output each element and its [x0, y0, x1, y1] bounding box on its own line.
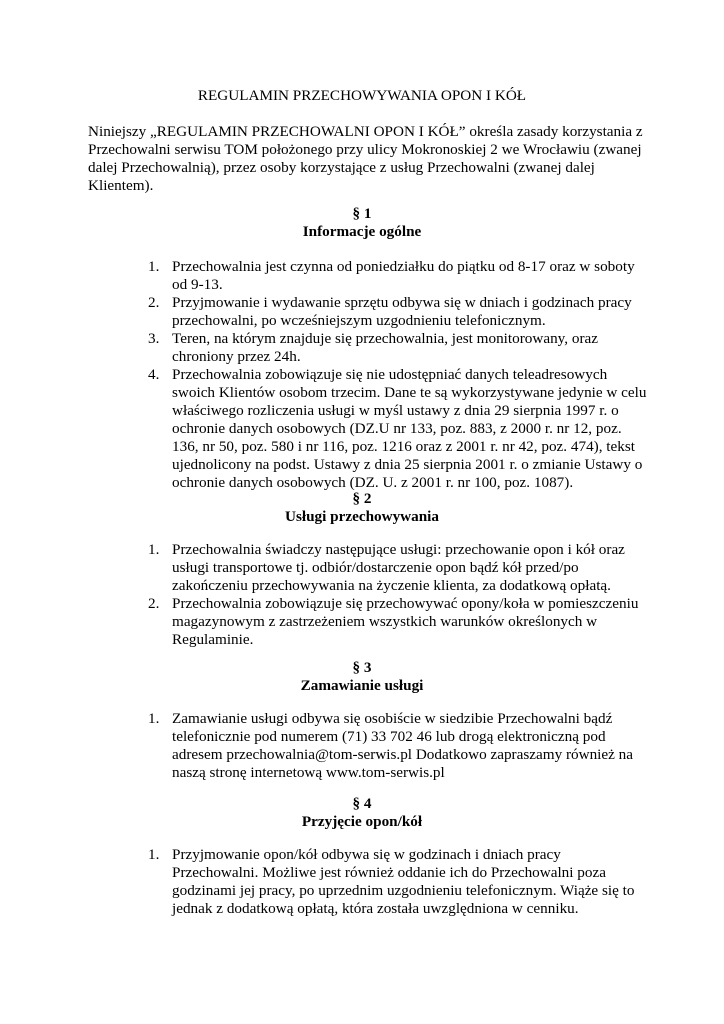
section-1-header [0, 205, 724, 241]
list-item: 2. Przyjmowanie i wydawanie sprzętu odbywa się w dniach i godzinach pracy przechowalni, po wcześniejszym uzgodnieniu telefonicznym. [148, 294, 632, 329]
section-4-list [148, 846, 648, 918]
section-3-list [148, 710, 648, 782]
section-2-number: § 2 [352, 490, 372, 507]
section-1-number: § 1 [352, 205, 372, 222]
section-2-header [0, 490, 724, 526]
list-item: 3. Teren, na którym znajduje się przechowalnia, jest monitorowany, oraz chroniony przez 24h. [148, 330, 598, 365]
intro-paragraph: Niniejszy „REGULAMIN PRZECHOWALNI OPON I KÓŁ” określa zasady korzystania z Przechowalni serwisu TOM położonego przy ulicy Mokronoskiej 2 we Wrocławiu (zwanej dalej Przechowalnią), przez osoby korzystające z usług Przechowalni (zwanej dalej Klientem). [88, 123, 643, 194]
list-item: 1. Przyjmowanie opon/kół odbywa się w godzinach i dniach pracy Przechowalni. Możliwe jest również oddanie ich do Przechowalni poza godzinami jej pracy, po uprzednim uzgodnieniu telefonicznym. Wiąże się to jednak z dodatkową opłatą, która została uwzględniona w cenniku. [148, 846, 635, 917]
section-4-header [0, 795, 724, 831]
list-item: 1. Przechowalnia jest czynna od poniedziałku do piątku od 8-17 oraz w soboty od 9-13. [148, 258, 635, 293]
section-4-heading: Przyjęcie opon/kół [301, 813, 423, 830]
list-item: 2. Przechowalnia zobowiązuje się przechowywać opony/koła w pomieszczeniu magazynowym z zastrzeżeniem wszystkich warunków określonych w Regulaminie. [148, 595, 639, 648]
section-3-header [0, 659, 724, 695]
section-2-list [148, 541, 648, 649]
list-item: 4. Przechowalnia zobowiązuje się nie udostępniać danych teleadresowych swoich Klientów osobom trzecim. Dane te są wykorzystywane jedynie w celu właściwego rozliczenia usługi w myśl ustawy z dnia 29 sierpnia 1997 r. o ochronie danych osobowych (DZ.U nr 133, poz. 883, z 2000 r. nr 12, poz. 136, nr 50, poz. 580 i nr 116, poz. 1216 oraz z 2001 r. nr 42, poz. 474), tekst ujednolicony na podst. Ustawy z dnia 25 sierpnia 2001 r. o zmianie Ustawy o ochronie danych osobowych (DZ. U. z 2001 r. nr 100, poz. 1087). [148, 366, 647, 491]
section-4-number: § 4 [352, 795, 372, 812]
list-item: 1. Przechowalnia świadczy następujące usługi: przechowanie opon i kół oraz usługi transportowe tj. odbiór/dostarczenie opon bądź kół przed/po zakończeniu przechowywania na życzenie klienta, za dodatkową opłatą. [148, 541, 625, 594]
document-title: REGULAMIN PRZECHOWYWANIA OPON I KÓŁ [197, 87, 527, 104]
section-2-heading: Usługi przechowywania [285, 508, 439, 525]
section-3-number: § 3 [352, 659, 372, 676]
section-1-list [148, 258, 648, 492]
list-item: 1. Zamawianie usługi odbywa się osobiście w siedzibie Przechowalni bądź telefonicznie pod numerem (71) 33 702 46 lub drogą elektroniczną pod adresem przechowalnia@tom-serwis.pl Dodatkowo zapraszamy również na naszą stronę internetową www.tom-serwis.pl [148, 710, 634, 781]
section-3-heading: Zamawianie usługi [300, 677, 424, 694]
section-1-heading: Informacje ogólne [302, 223, 422, 240]
